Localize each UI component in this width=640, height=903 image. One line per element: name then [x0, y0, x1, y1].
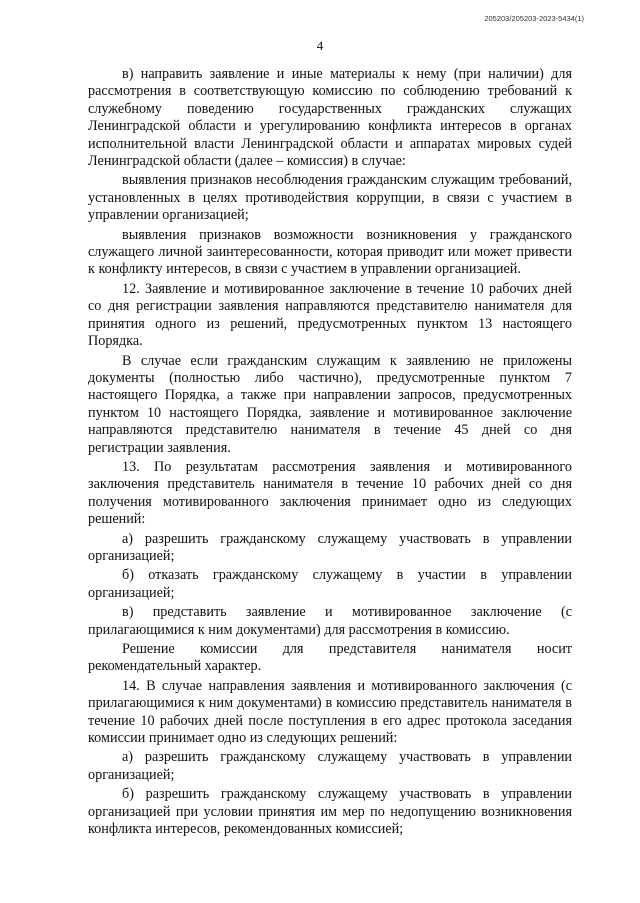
paragraph: в) направить заявление и иные материалы к нему (при наличии) для рассмотрения в соответствующую комиссию по соблюдению требований к служебному поведению государственных гражданских служащих Ленинградской области и урегулированию конфликта интересов в органах исполнительной власти Ленинградской области и аппаратах мировых судей Ленинградской области (далее – комиссия) в случае:	[88, 66, 572, 170]
paragraph: Решение комиссии для представителя нанимателя носит рекомендательный характер.	[88, 641, 572, 675]
paragraph: 13. По результатам рассмотрения заявления и мотивированного заключения представитель нанимателя в течение 10 рабочих дней со дня получения мотивированного заключения принимает одно из следующих решений:	[88, 458, 572, 528]
paragraph: 12. Заявление и мотивированное заключение в течение 10 рабочих дней со дня регистрации заявления направляются представителю нанимателя для принятия одного из решений, предусмотренных пунктом 13 настоящего Порядка.	[88, 280, 572, 350]
paragraph: выявления признаков возможности возникновения у гражданского служащего личной заинтересованности, которая приводит или может привести к конфликту интересов, в связи с участием в управлении организацией.	[88, 226, 572, 278]
paragraph: 14. В случае направления заявления и мотивированного заключения (с прилагающимися к ним документами) в комиссию представитель нанимателя в течение 10 рабочих дней после поступления в его адрес протокола заседания комиссии принимает одно из следующих решений:	[88, 677, 572, 747]
page-number: 4	[316, 38, 324, 53]
paragraph: в) представить заявление и мотивированное заключение (с прилагающимися к ним документами) для рассмотрения в комиссию.	[88, 604, 572, 638]
paragraph: б) разрешить гражданскому служащему участвовать в управлении организацией при условии принятия им мер по недопущению возникновения конфликта интересов, рекомендованных комиссией;	[88, 786, 572, 838]
paragraph: В случае если гражданским служащим к заявлению не приложены документы (полностью либо частично), предусмотренные пунктом 7 настоящего Порядка, а также при направлении запросов, предусмотренных пунктом 10 настоящего Порядка, заявление и мотивированное заключение направляются представителю нанимателя в течение 45 дней со дня регистрации заявления.	[88, 352, 572, 456]
paragraph: а) разрешить гражданскому служащему участвовать в управлении организацией;	[88, 530, 572, 564]
document-id: 205203/205203-2023-5434(1)	[484, 14, 584, 23]
document-body	[88, 66, 572, 840]
paragraph: выявления признаков несоблюдения гражданским служащим требований, установленных в целях противодействия коррупции, в связи с участием в управлении организацией;	[88, 172, 572, 224]
paragraph: б) отказать гражданскому служащему в участии в управлении организацией;	[88, 567, 572, 601]
paragraph: а) разрешить гражданскому служащему участвовать в управлении организацией;	[88, 749, 572, 783]
